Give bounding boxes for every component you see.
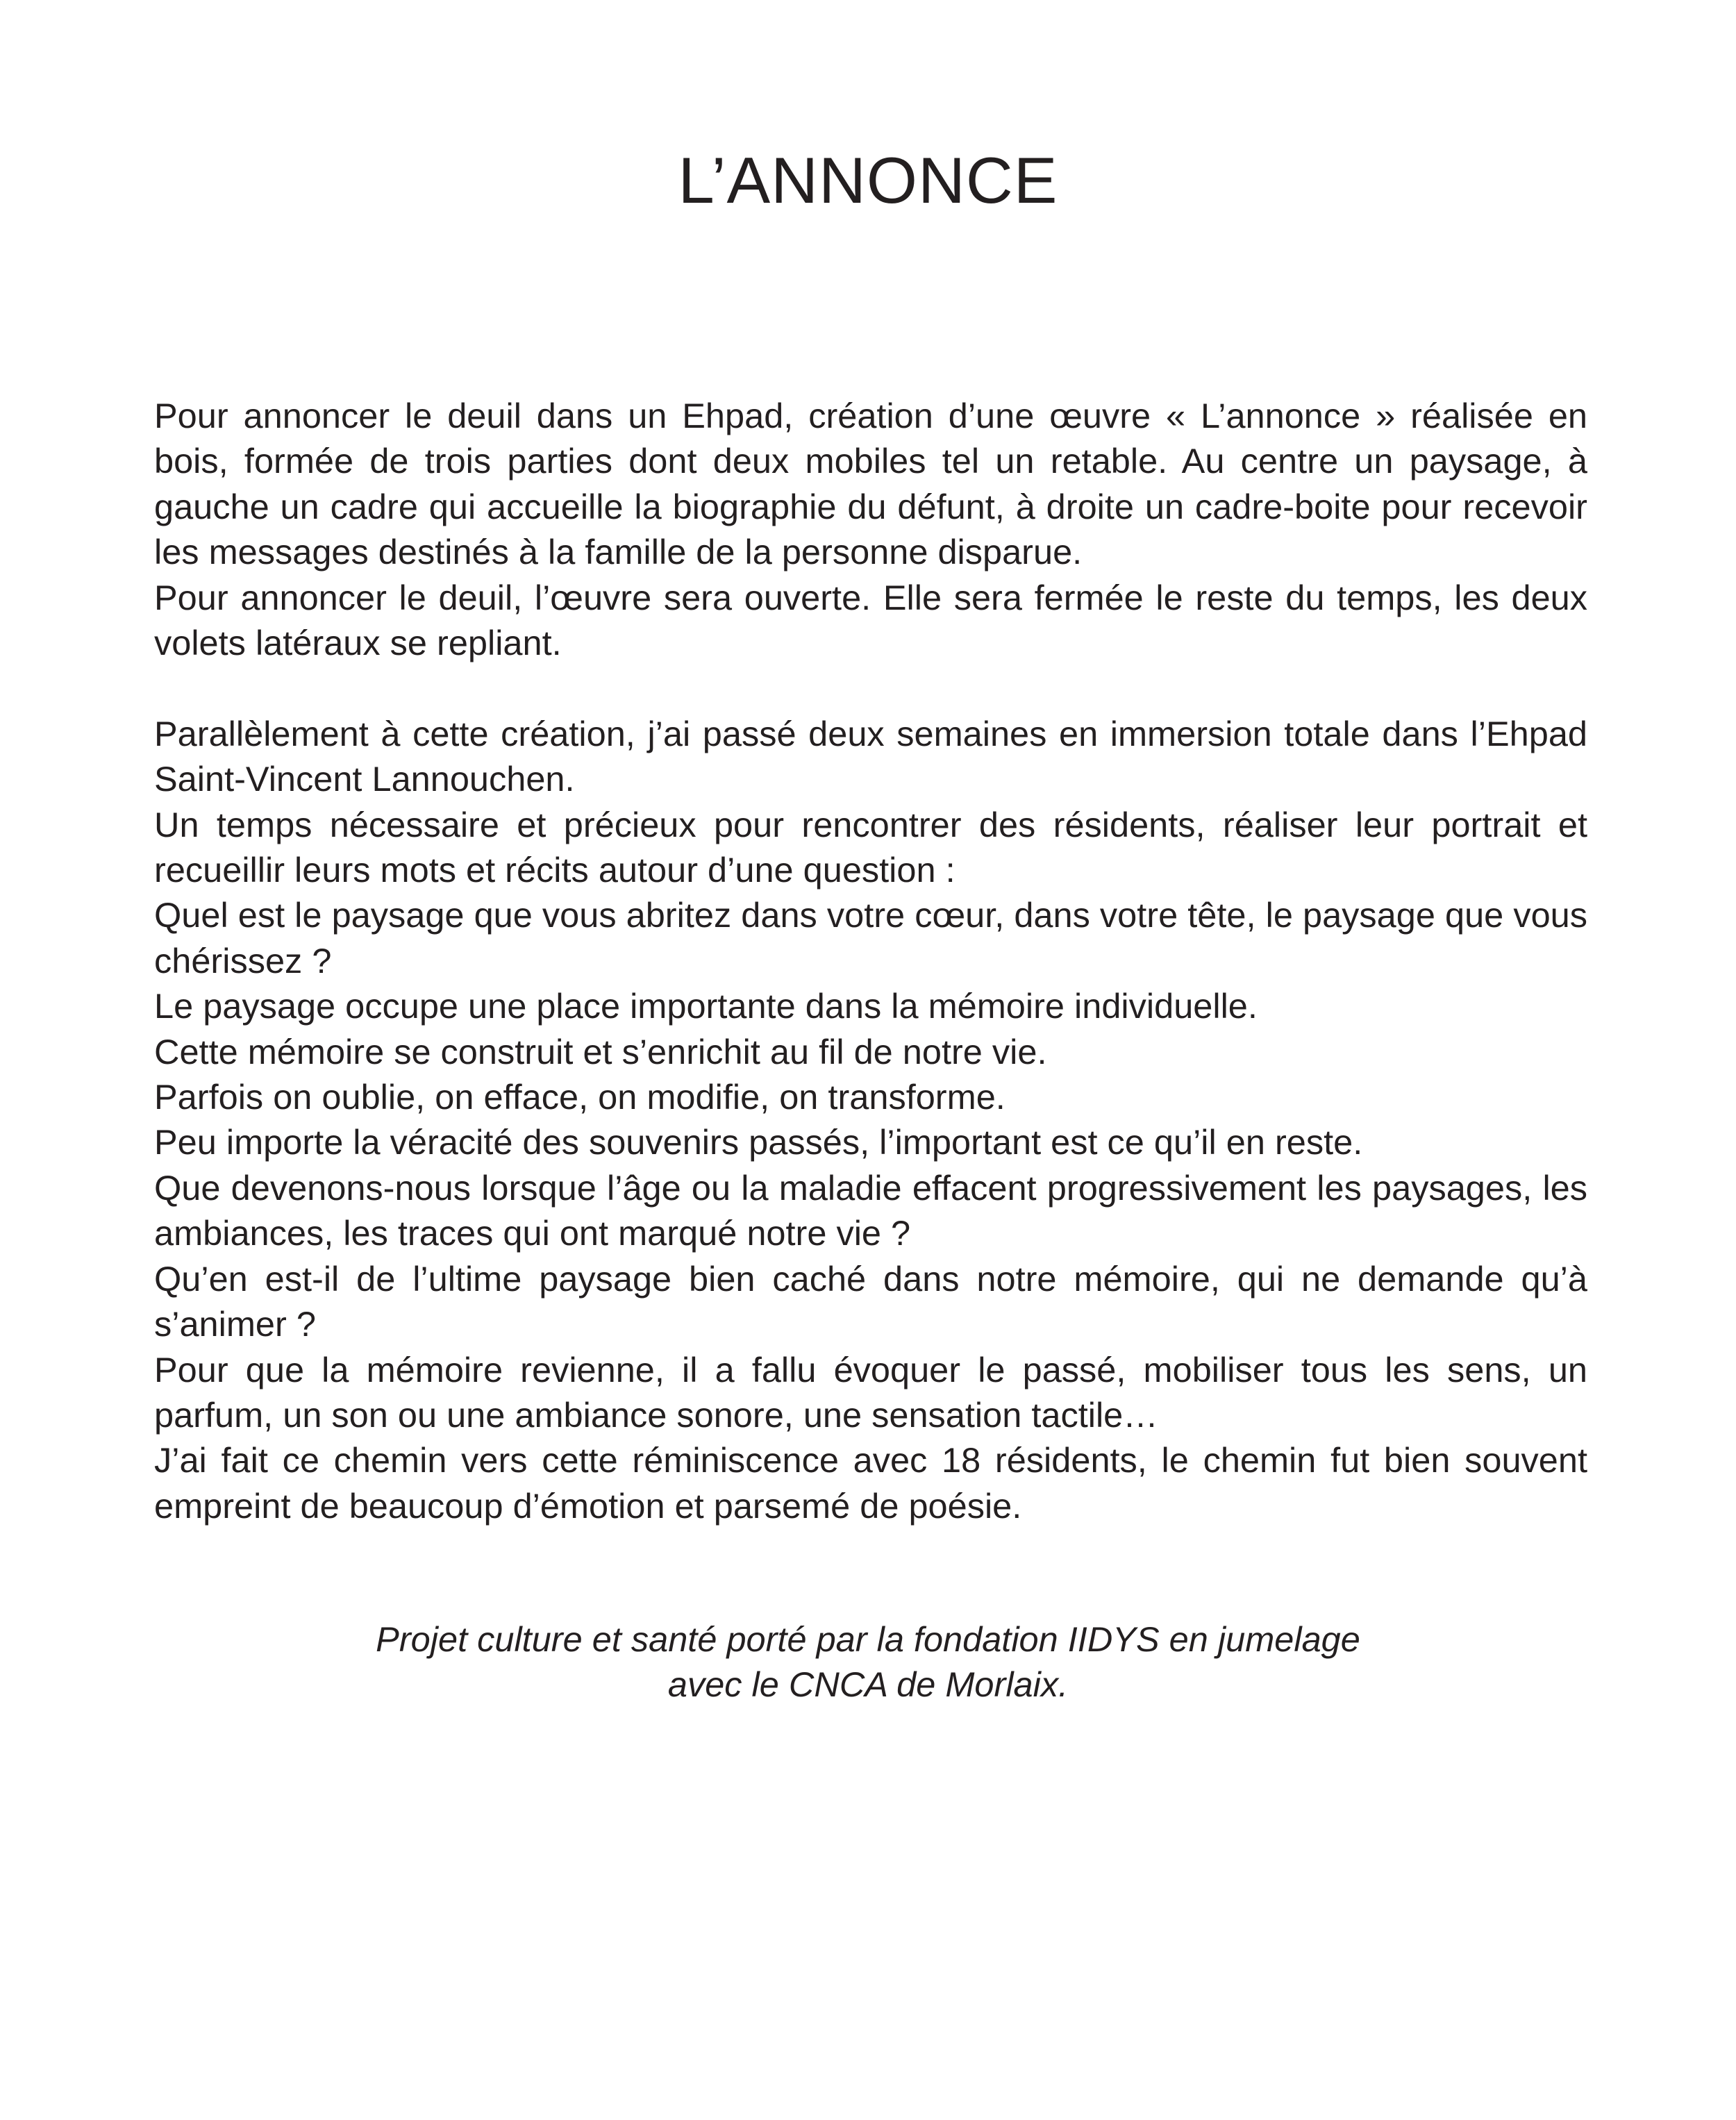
- paragraph-ultime-paysage: Qu’en est-il de l’ultime paysage bien caché dans notre mémoire, qui ne demande qu’à s’animer ?: [154, 1258, 1587, 1344]
- paragraph-memoire-individuelle: Le paysage occupe une place importante dans la mémoire individuelle.: [154, 986, 1258, 1026]
- credit-line-2: avec le CNCA de Morlaix.: [667, 1664, 1069, 1704]
- paragraph-oubli: Parfois on oublie, on efface, on modifie, on transforme.: [154, 1077, 1005, 1117]
- paragraph-deuil-oeuvre: Pour annoncer le deuil dans un Ehpad, création d’une œuvre « L’annonce » réalisée en bois, formée de trois parties dont deux mobiles tel un retable. Au centre un paysage, à gauche un cadre qui accueille la biographie du défunt, à droite un cadre-boite pour recevoir les messages destinés à la famille de la personne disparue.: [154, 396, 1587, 572]
- paragraph-chemin: J’ai fait ce chemin vers cette réminiscence avec 18 résidents, le chemin fut bien souvent empreint de beaucoup d’émotion et parsemé de poésie.: [154, 1440, 1587, 1526]
- project-credit: [0, 1617, 1736, 1707]
- paragraph-memoire-construit: Cette mémoire se construit et s’enrichit au fil de notre vie.: [154, 1031, 1047, 1071]
- paragraph-sens: Pour que la mémoire revienne, il a fallu évoquer le passé, mobiliser tous les sens, un parfum, un son ou une ambiance sonore, une sensation tactile…: [154, 1349, 1587, 1435]
- paragraph-veracite: Peu importe la véracité des souvenirs passés, l’important est ce qu’il en reste.: [154, 1122, 1363, 1162]
- paragraph-devenons-nous: Que devenons-nous lorsque l’âge ou la maladie effacent progressivement les paysages, les ambiances, les traces qui ont marqué notre vie ?: [154, 1167, 1587, 1253]
- body-text: [154, 393, 1587, 1528]
- paragraph-question: Quel est le paysage que vous abritez dans votre cœur, dans votre tête, le paysage que vous chérissez ?: [154, 895, 1587, 980]
- paragraph-spacer: [154, 665, 1587, 710]
- paragraph-ouverture: Pour annoncer le deuil, l’œuvre sera ouverte. Elle sera fermée le reste du temps, les deux volets latéraux se repliant.: [154, 577, 1587, 663]
- credit-line-1: Projet culture et santé porté par la fondation IIDYS en jumelage: [376, 1619, 1360, 1659]
- paragraph-immersion: Parallèlement à cette création, j’ai passé deux semaines en immersion totale dans l’Ehpad Saint-Vincent Lannouchen.: [154, 713, 1587, 799]
- paragraph-rencontre: Un temps nécessaire et précieux pour rencontrer des résidents, réaliser leur portrait et recueillir leurs mots et récits autour d’une question :: [154, 804, 1587, 890]
- page-title: L’ANNONCE: [678, 144, 1058, 217]
